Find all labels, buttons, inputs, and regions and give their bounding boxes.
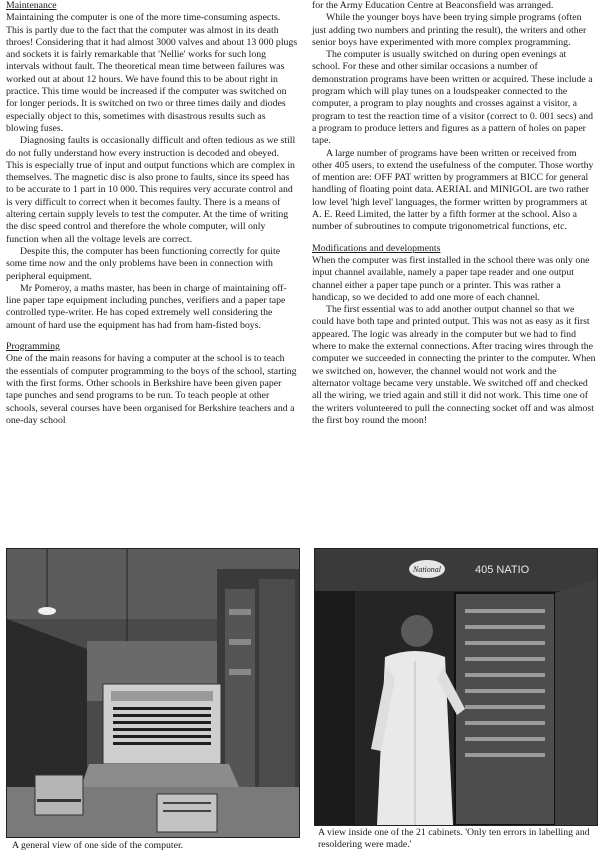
programming-paragraph: One of the main reasons for having a computer at the school is to teach the essentials of computer programming to the boys of the school, starting with the first forms. Other schools in Berkshire have been given paper tape punches and send programs to be run. To teach people at other schools, several courses have been organised for Berkshire teachers and a one-day school xyxy=(6,353,297,426)
programming-heading: Programming xyxy=(6,341,60,353)
maintenance-paragraph: Maintaining the computer is one of the more time-consuming aspects. This is partly due to the fact that the computer was almost in its death throes! Considering that it had almost 3000 valves and about 13 000 plugs and sockets it is fairly remarkable that 'Nellie' works for such long intervals without fault. The theoretical mean time between failures was worked out at about 12 hours. We have found this to be about right in practice. This time would be increased if the computer was switched on for longer periods. It is switched on two or three times daily and diodes especially object to this, sometimes with disastrous results such as blowing fuses. xyxy=(6,12,298,134)
computer-photo-illustration xyxy=(7,549,299,837)
left-column xyxy=(6,0,298,427)
cabinet-photo-illustration xyxy=(315,549,597,825)
national-badge-text: National xyxy=(412,565,442,574)
right-photo-caption: A view inside one of the 21 cabinets. 'Only ten errors in labelling and resoldering were made.' xyxy=(318,827,590,850)
maintenance-paragraph: Mr Pomeroy, a maths master, has been in charge of maintaining off-line paper tape equipment including punches, verifiers and a paper tape controlled type-writer. He has coped extremely well considering the amount of hard use the equipment has had from ham-fisted boys. xyxy=(6,282,287,331)
programming-paragraph: The computer is usually switched on during open evenings at school. For these and other similar occasions a number of demonstration programs have been written or acquired. These include a program which will play tunes on a loudspeaker connected to the computer, a program to play noughts and crosses against a visitor, a program to test the reaction time of a visitor (correct to 0. 001 secs) and a program to produce letters and figures as a pattern of holes on paper tape. xyxy=(312,49,594,147)
maintenance-paragraph: Diagnosing faults is occasionally difficult and often tedious as we still do not fully understand how every instruction is decoded and obeyed. This is especially true of input and output functions which are complex in themselves. The magnetic disc is also prone to faults, since its speed has to be accurate to 1 part in 10 000. This requires very accurate control and is very difficult to correct when it becomes faulty. There is a means of altering certain supply levels to test the computer. At the time of writing the disc speed control and therefore the whole computer, will only function when all the voltage levels are correct. xyxy=(6,135,296,245)
modifications-heading: Modifications and developments xyxy=(312,242,441,254)
right-column xyxy=(312,0,596,427)
programming-paragraph: While the younger boys have been trying simple programs (often just adding two numbers and printing the result), the writers and other senior boys have experimented with more complex programming. xyxy=(312,12,587,48)
cabinet-sign-text: 405 NATIO xyxy=(475,564,530,576)
cabinet-interior-photo xyxy=(314,548,598,826)
programming-paragraph: for the Army Education Centre at Beaconsfield was arranged. xyxy=(312,0,554,11)
section-gap xyxy=(6,332,298,341)
programming-paragraph: A large number of programs have been written or received from other 405 users, to extend the usefulness of the computer. Those worthy of mention are: OFF PAT written by programmers at BICC for general handling of floating point data. AERIAL and MINIGOL are two rather low level 'high level' languages, the former written by programmers at A. E. Reed Limited, the latter by a fifth former at the school. Also a number of subroutines to compute trigonometrical functions, etc. xyxy=(312,147,594,233)
modifications-paragraph: The first essential was to add another output channel so that we could have both tape and printed output. This was not as easy as it first appeared. The logic was already in the computer but we had to find where to make the external connections. After tracing wires through the computer we succeeded in connecting the printer to the computer. When we switched on, however, the channel would not work and the alternator voltage became very unstable. We switched off and checked all the wiring, we tried again and still it did not work. This time one of the writers volunteered to pull the connecting socket off and was almost the first boy round the moon! xyxy=(312,304,596,426)
maintenance-paragraph: Despite this, the computer has been functioning correctly for quite some time now and the only problems have been in connection with peripheral equipment. xyxy=(6,245,281,282)
computer-general-view-photo xyxy=(6,548,300,838)
section-gap xyxy=(312,234,596,243)
maintenance-heading: Maintenance xyxy=(6,0,57,11)
left-photo-caption: A general view of one side of the computer. xyxy=(12,840,184,851)
modifications-paragraph: When the computer was first installed in the school there was only one input channel available, namely a paper tape reader and one output channel either a paper tape punch or a printer. This was rather a handicap, so we decided to add one more of each channel. xyxy=(312,254,590,303)
